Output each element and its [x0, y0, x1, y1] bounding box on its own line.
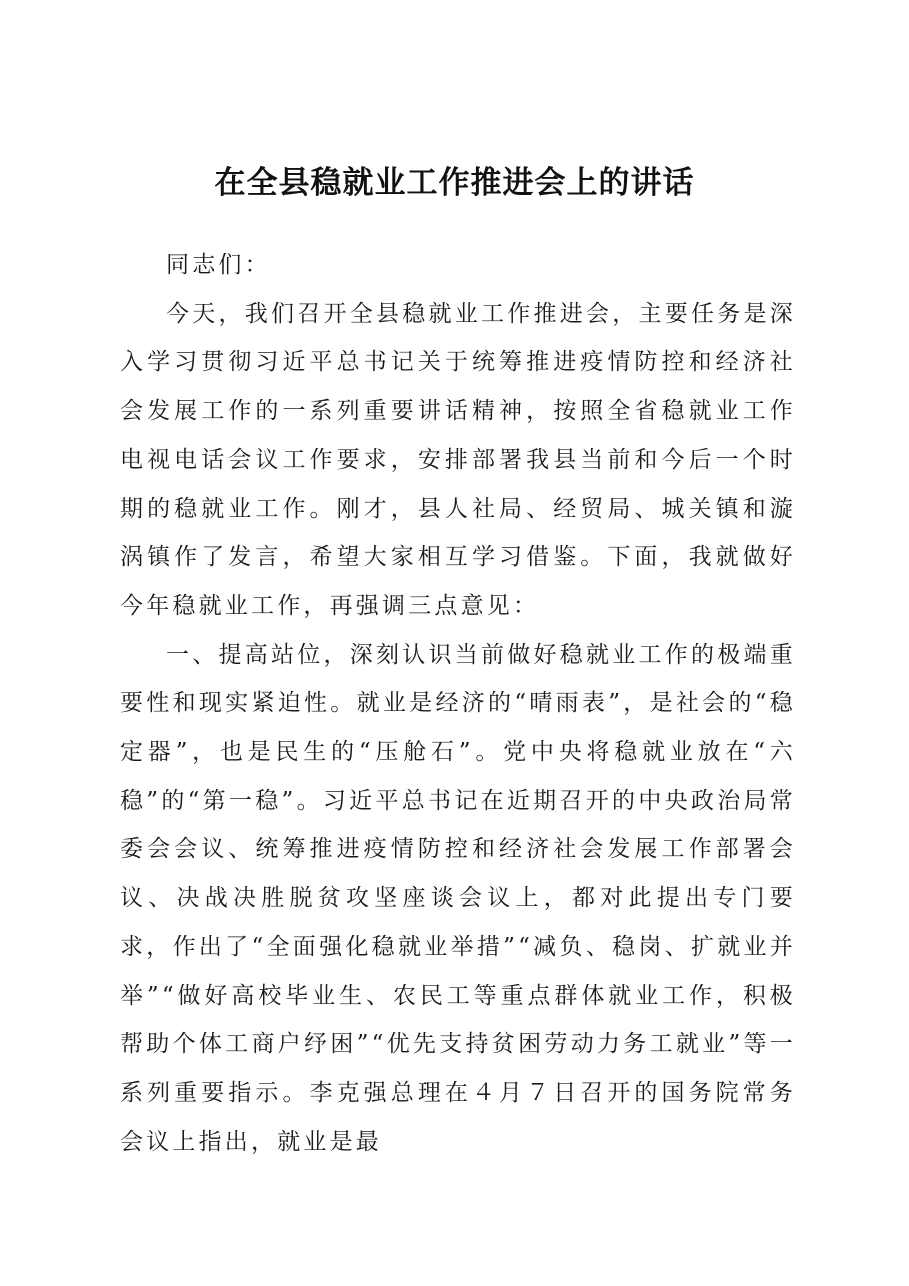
- document-title: 在全县稳就业工作推进会上的讲话: [214, 165, 695, 201]
- paragraph-intro: 今天，我们召开全县稳就业工作推进会，主要任务是深入学习贯彻习近平总书记关于统筹推进疫情防控和经济社会发展工作的一系列重要讲话精神，按照全省稳就业工作电视电话会议工作要求，安排部署我县当前和今后一个时期的稳就业工作。刚才，县人社局、经贸局、城关镇和漩涡镇作了发言，希望大家相互学习借鉴。下面，我就做好今年稳就业工作，再强调三点意见：: [120, 300, 796, 619]
- salutation: 同志们：: [166, 252, 271, 278]
- paragraph-section-one: 一、提高站位，深刻认识当前做好稳就业工作的极端重要性和现实紧迫性。就业是经济的“晴雨表”，是社会的“稳定器”，也是民生的“压舱石”。党中央将稳就业放在“六稳”的“第一稳”。习近平总书记在近期召开的中央政治局常委会会议、统筹推进疫情防控和经济社会发展工作部署会议、决战决胜脱贫攻坚座谈会议上，都对此提出专门要求，作出了“全面强化稳就业举措”“减负、稳岗、扩就业并举”“做好高校毕业生、农民工等重点群体就业工作，积极帮助个体工商户纾困”“优先支持贫困劳动力务工就业”等一系列重要指示。李克强总理在４月７日召开的国务院常务会议上指出，就业是最: [120, 641, 796, 1155]
- document-body: [120, 241, 796, 1166]
